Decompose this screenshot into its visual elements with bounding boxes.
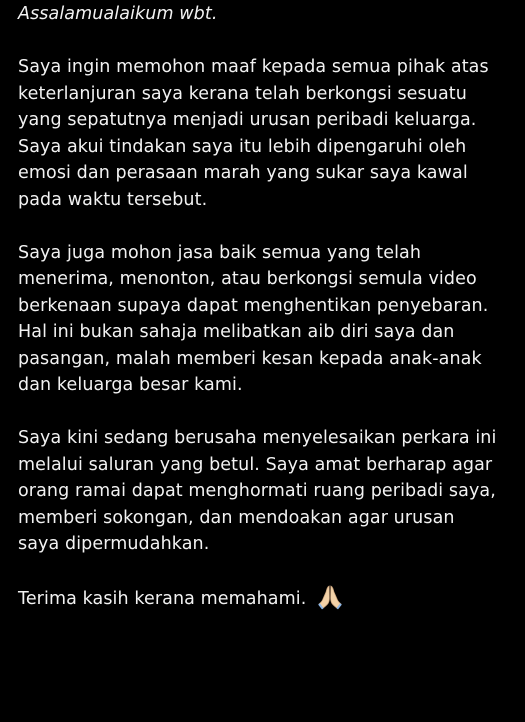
folded-hands-emoji-icon — [316, 584, 344, 610]
paragraph-resolution — [18, 399, 518, 558]
greeting-line: Assalamualaikum wbt. — [18, 4, 218, 24]
text-line: yang sepatutnya menjadi urusan peribadi keluarga. — [18, 110, 477, 130]
text-line: memberi sokongan, dan mendoakan agar urusan — [18, 507, 455, 528]
text-line: Saya ingin memohon maaf kepada semua pihak atas — [18, 57, 489, 77]
paragraph-request — [18, 213, 518, 399]
text-line: keterlanjuran saya kerana telah berkongsi sesuatu — [18, 83, 467, 104]
closing-line — [18, 558, 518, 613]
text-line: emosi dan perasaan marah yang sukar saya kawal — [18, 163, 468, 183]
text-line: pada waktu tersebut. — [18, 189, 208, 210]
text-line: berkenaan supaya dapat menghentikan penyebaran. — [18, 295, 489, 316]
text-line: menerima, menonton, atau berkongsi semula video — [18, 269, 477, 289]
text-line: pasangan, malah memberi kesan kepada anak-anak — [18, 348, 482, 369]
closing-text: Terima kasih kerana memahami. — [18, 589, 307, 609]
paragraph-apology — [18, 28, 518, 214]
text-line: Saya kini sedang berusaha menyelesaikan perkara ini — [18, 428, 497, 448]
text-line: saya dipermudahkan. — [18, 534, 210, 554]
text-line: melalui saluran yang betul. Saya amat berharap agar — [18, 454, 493, 475]
text-line: Saya juga mohon jasa baik semua yang telah — [18, 242, 422, 263]
text-line: Saya akui tindakan saya itu lebih dipengaruhi oleh — [18, 136, 467, 157]
text-line: dan keluarga besar kami. — [18, 375, 243, 395]
note-text-body — [18, 0, 518, 613]
text-line: Hal ini bukan sahaja melibatkan aib diri saya dan — [18, 322, 455, 342]
text-line: orang ramai dapat menghormati ruang peribadi saya, — [18, 481, 496, 501]
